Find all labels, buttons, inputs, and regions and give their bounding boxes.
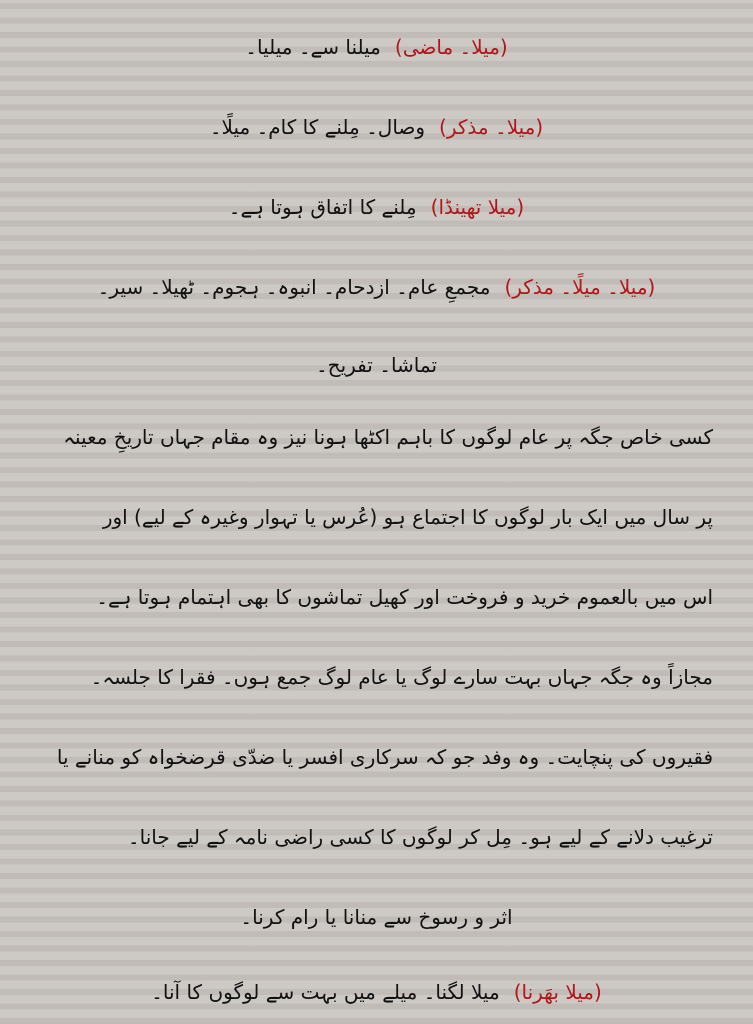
entry-text: وصال۔ مِلنے کا کام۔ میلًا۔ <box>209 115 426 139</box>
text-line: تماشا۔ تفریح۔ <box>315 353 438 377</box>
text-line: پر سال میں ایک بار لوگوں کا اجتماع ہو (عُرس یا تہوار وغیرہ کے لیے) اور <box>102 505 713 529</box>
text-line: کسی خاص جگہ پر عام لوگوں کا باہم اکٹھا ہونا نیز وہ مقام جہاں تاریخِ معینہ <box>63 425 713 449</box>
entry-head: (میلا بھَرنا) <box>513 980 602 1004</box>
entry-text: مجمعِ عام۔ ازدحام۔ انبوہ۔ ہجوم۔ ٹھیلا۔ سیر۔ <box>97 275 491 299</box>
entry-head: (میلا تھینڈا) <box>430 195 525 219</box>
entry-line <box>40 110 713 144</box>
entry-text: میلنا سے۔ میلیا۔ <box>245 35 381 59</box>
entry-line <box>40 270 713 304</box>
entry-head: (میلا۔ میلًا۔ مذکر) <box>504 275 656 299</box>
text-line: اثر و رسوخ سے منانا یا رام کرنا۔ <box>240 905 513 929</box>
entry-line <box>40 190 713 224</box>
entry-text: میلا لگنا۔ میلے میں بہت سے لوگوں کا آنا۔ <box>151 980 500 1004</box>
entry-head: (میلا۔ مذکر) <box>439 115 544 139</box>
entry-text: مِلنے کا اتفاق ہوتا ہے۔ <box>228 195 417 219</box>
text-line: مجازاً وہ جگہ جہاں بہت سارے لوگ یا عام لوگ جمع ہوں۔ فقرا کا جلسہ۔ <box>90 665 713 689</box>
entry-line <box>40 975 713 1009</box>
entry-head: (میلا۔ ماضی) <box>394 35 508 59</box>
text-line: اس میں بالعموم خرید و فروخت اور کھیل تماشوں کا بھی اہتمام ہوتا ہے۔ <box>96 585 713 609</box>
text-line: فقیروں کی پنچایت۔ وہ وفد جو کہ سرکاری افسر یا ضدّی قرضخواہ کو منانے یا <box>56 745 713 769</box>
text-line: ترغیب دلانے کے لیے ہو۔ مِل کر لوگوں کا کسی راضی نامہ کے لیے جانا۔ <box>127 825 713 849</box>
entry-line <box>40 30 713 64</box>
